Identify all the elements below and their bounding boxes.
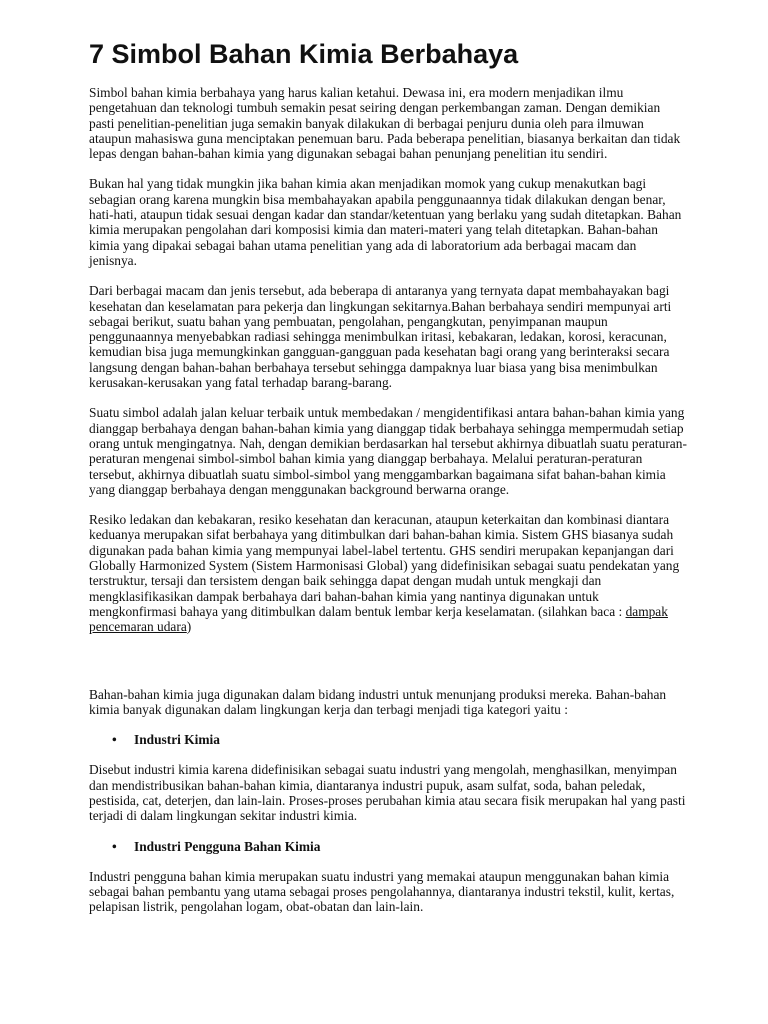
paragraph-industri-pengguna: Industri pengguna bahan kimia merupakan suatu industri yang memakai ataupun menggunakan bahan kimia sebagai bahan pembantu yang utama sebagai proses pengolahannya, diantaranya industri tekstil, kulit, kertas, pelapisan listrik, pengolahan logam, obat-obatan dan lain-lain. bbox=[89, 868, 675, 915]
paragraph-ghs-close: ) bbox=[186, 619, 192, 635]
list-item bbox=[89, 839, 687, 854]
link-dampak-pencemaran-udara[interactable]: dampak pencemaran udara bbox=[89, 603, 668, 635]
document-page bbox=[89, 38, 687, 930]
bullet-icon: • bbox=[112, 732, 117, 748]
list-item-label: Industri Kimia bbox=[134, 732, 220, 748]
paragraph-intro: Simbol bahan kimia berbahaya yang harus kalian ketahui. Dewasa ini, era modern menjadikan ilmu pengetahuan dan teknologi tumbuh semakin pesat seiring dengan perkembangan zaman. Dengan demikian pasti penelitian-penelitian juga semakin banyak dilakukan di berbagai penjuru dunia oleh para ilmuwan ataupun mahasiswa guna menciptakan penemuan baru. Pada beberapa penelitian, biasanya berkaitan dan tidak lepas dengan bahan-bahan kimia yang digunakan sebagai bahan penunjang penelitian itu sendiri. bbox=[89, 85, 681, 162]
paragraph-industri-kimia: Disebut industri kimia karena didefinisikan sebagai suatu industri yang mengolah, menghasilkan, menyimpan dan mendistribusikan bahan-bahan kimia, diantaranya industri pupuk, asam sulfat, soda, bahan peledak, pestisida, cat, deterjen, dan lain-lain. Proses-proses perubahan kimia atau secara fisik merupakan hal yang pasti terjadi di dalam lingkungan sekitar industri kimia. bbox=[89, 762, 686, 824]
paragraph-bahan-berbahaya: Dari berbagai macam dan jenis tersebut, ada beberapa di antaranya yang ternyata dapat membahayakan bagi kesehatan dan keselamatan para pekerja dan lingkungan sekitarnya.Bahan berbahaya sendiri mempunyai arti sebagai berikut, suatu bahan yang pembuatan, pengolahan, pengangkutan, penyimpanan maupun penggunaannya menyebabkan radiasi sehingga menimbulkan iritasi, kebakaran, ledakan, korosi, keracunan, kemudian bisa juga memungkinkan gangguan-gangguan pada kesehatan bagi orang yang berinteraksi secara langsung dengan bahan-bahan berbahaya tersebut sehingga dampaknya luar biasa yang bisa menimbulkan kerusakan-kerusakan yang fatal terhadap barang-barang. bbox=[89, 283, 672, 391]
list-industri-kimia bbox=[89, 732, 687, 747]
list-item-label: Industri Pengguna Bahan Kimia bbox=[134, 838, 321, 854]
page-title: 7 Simbol Bahan Kimia Berbahaya bbox=[89, 39, 519, 69]
paragraph-bahan-kimia: Bukan hal yang tidak mungkin jika bahan kimia akan menjadikan momok yang cukup menakutkan bagi sebagian orang karena mungkin bisa membahayakan apabila penggunaannya tidak dilakukan dengan benar, hati-hati, ataupun tidak sesuai dengan kadar dan standar/ketentuan yang berlaku yang sudah ditetapkan. Bahan kimia merupakan pengolahan dari komposisi kimia dan materi-materi yang telah ditetapkan. Bahan-bahan kimia yang dipakai sebagai bahan utama penelitian yang ada di laboratorium ada berbagai macam dan jenisnya. bbox=[89, 176, 682, 268]
list-industri-pengguna bbox=[89, 839, 687, 854]
list-item bbox=[89, 732, 687, 747]
blank-space bbox=[89, 650, 687, 687]
bullet-icon: • bbox=[112, 838, 117, 854]
paragraph-simbol: Suatu simbol adalah jalan keluar terbaik untuk membedakan / mengidentifikasi antara bahan-bahan kimia yang dianggap berbahaya dengan bahan-bahan kimia yang dianggap tidak berbahaya sehingga mempermudah setiap orang untuk mengingatnya. Nah, dengan demikian berdasarkan hal tersebut akhirnya dibuatlah suatu peraturan-peraturan mengenai simbol-simbol bahan kimia yang dianggap berbahaya. Melalui peraturan-peraturan tersebut, akhirnya dibuatlah suatu simbol-simbol yang menggambarkan bagaimana sifat bahan-bahan kimia yang dianggap berbahaya dengan menggunakan background berwarna orange. bbox=[89, 405, 687, 497]
paragraph-ghs bbox=[89, 512, 687, 634]
paragraph-ghs-text: Resiko ledakan dan kebakaran, resiko kesehatan dan keracunan, ataupun keterkaitan dan kombinasi diantara keduanya merupakan sifat berbahaya yang ditimbulkan dari bahan-bahan kimia. Sistem GHS biasanya sudah digunakan pada bahan kimia yang mempunyai label-label tertentu. GHS sendiri merupakan kepanjangan dari Globally Harmonized System (Sistem Harmonisasi Global) yang didefinisikan sebagai suatu pendekatan yang terstruktur, tersaji dan tersistem dengan baik sehingga dapat dengan mudah untuk mengkaji dan mengklasifikasikan dampak berbahaya dari bahan-bahan kimia yang nantinya digunakan untuk mengkonfirmasi bahaya yang ditimbulkan dalam bentuk lembar kerja keselamatan. (silahkan baca : bbox=[89, 512, 680, 619]
paragraph-industri: Bahan-bahan kimia juga digunakan dalam bidang industri untuk menunjang produksi mereka. Bahan-bahan kimia banyak digunakan dalam lingkungan kerja dan terbagi menjadi tiga kategori yaitu : bbox=[89, 686, 667, 717]
